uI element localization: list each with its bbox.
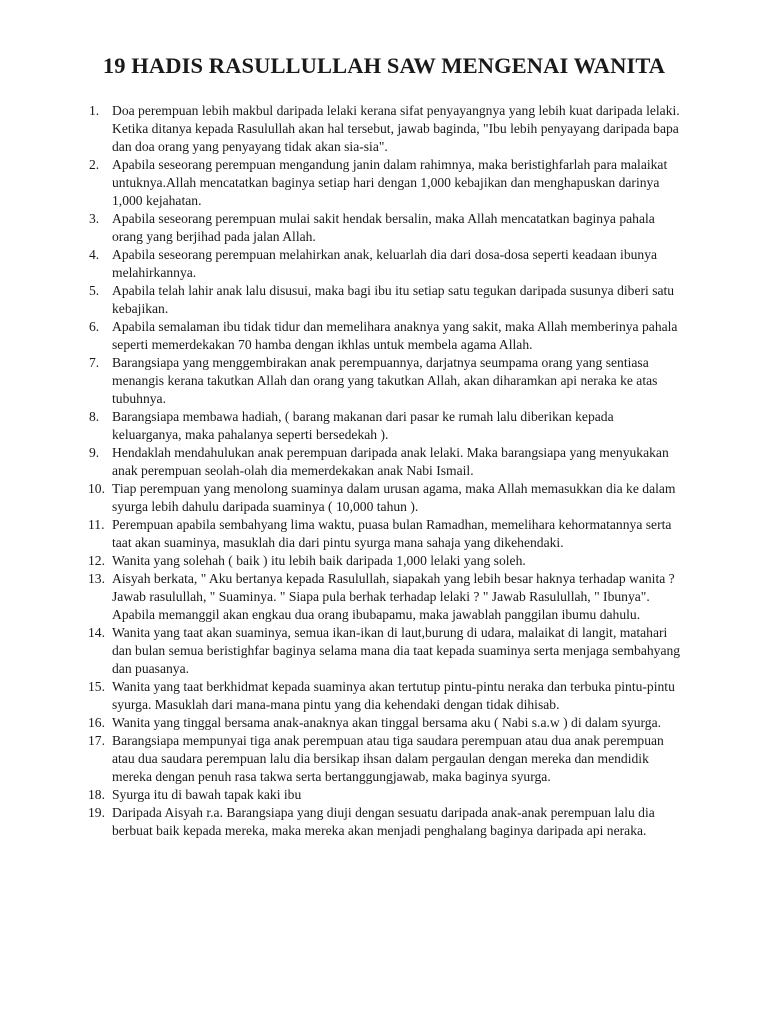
hadith-list xyxy=(0,102,768,840)
list-item xyxy=(0,516,768,552)
item-number: 15. xyxy=(88,679,105,694)
item-text: Wanita yang tinggal bersama anak-anaknya akan tinggal bersama aku ( Nabi s.a.w ) di dalam syurga. xyxy=(112,715,662,730)
list-item xyxy=(0,318,768,354)
list-item xyxy=(0,786,768,804)
item-number: 11. xyxy=(88,517,105,532)
item-text: Apabila seseorang perempuan melahirkan anak, keluarlah dia dari dosa-dosa seperti keadaan ibunya melahirkannya. xyxy=(112,247,658,280)
item-text: Barangsiapa yang menggembirakan anak perempuannya, darjatnya seumpama orang yang sentiasa menangis kerana takutkan Allah dan orang yang takutkan Allah, akan diharamkan api neraka ke atas tubuhnya. xyxy=(112,355,658,406)
list-item xyxy=(0,444,768,480)
item-number: 14. xyxy=(88,625,105,640)
item-number: 7. xyxy=(89,355,100,370)
list-item xyxy=(0,624,768,678)
list-item xyxy=(0,570,768,624)
list-item xyxy=(0,408,768,444)
item-text: Syurga itu di bawah tapak kaki ibu xyxy=(112,787,302,802)
item-number: 2. xyxy=(89,157,100,172)
item-text: Tiap perempuan yang menolong suaminya dalam urusan agama, maka Allah memasukkan dia ke dalam syurga lebih dahulu daripada suaminya ( 10,000 tahun ). xyxy=(112,481,676,514)
item-text: Hendaklah mendahulukan anak perempuan daripada anak lelaki. Maka barangsiapa yang menyukakan anak perempuan seolah-olah dia memerdekakan anak Nabi Ismail. xyxy=(112,445,669,478)
list-item xyxy=(0,156,768,210)
item-text: Barangsiapa membawa hadiah, ( barang makanan dari pasar ke rumah lalu diberikan kepada keluarganya, maka pahalanya seperti bersedekah ). xyxy=(112,409,614,442)
item-number: 10. xyxy=(88,481,105,496)
item-number: 1. xyxy=(89,103,100,118)
item-number: 19. xyxy=(88,805,105,820)
item-number: 13. xyxy=(88,571,105,586)
item-number: 8. xyxy=(89,409,100,424)
item-number: 4. xyxy=(89,247,100,262)
list-item xyxy=(0,102,768,156)
list-item xyxy=(0,552,768,570)
item-text: Wanita yang taat berkhidmat kepada suaminya akan tertutup pintu-pintu neraka dan terbuka pintu-pintu syurga. Masuklah dari mana-mana pintu yang dia kehendaki dengan tidak dihisab. xyxy=(112,679,675,712)
item-text: Apabila seseorang perempuan mengandung janin dalam rahimnya, maka beristighfarlah para malaikat untuknya.Allah mencatatkan baginya setiap hari dengan 1,000 kebajikan dan menghapuskan darinya 1,000 kejahatan. xyxy=(112,157,668,208)
list-item xyxy=(0,282,768,318)
item-number: 6. xyxy=(89,319,100,334)
item-text: Apabila seseorang perempuan mulai sakit hendak bersalin, maka Allah mencatatkan baginya pahala orang yang berjihad pada jalan Allah. xyxy=(112,211,655,244)
item-text: Barangsiapa mempunyai tiga anak perempuan atau tiga saudara perempuan atau dua anak perempuan atau dua saudara perempuan lalu dia bersikap ihsan dalam pergaulan dengan mereka dan mendidik mereka dengan penuh rasa takwa serta bertanggungjawab, maka baginya syurga. xyxy=(112,733,664,784)
item-number: 3. xyxy=(89,211,100,226)
item-number: 12. xyxy=(88,553,105,568)
item-number: 17. xyxy=(88,733,105,748)
list-item xyxy=(0,246,768,282)
list-item xyxy=(0,480,768,516)
item-number: 9. xyxy=(89,445,100,460)
item-text: Daripada Aisyah r.a. Barangsiapa yang diuji dengan sesuatu daripada anak-anak perempuan lalu dia berbuat baik kepada mereka, maka mereka akan menjadi penghalang baginya daripada api neraka. xyxy=(112,805,655,838)
item-text: Apabila semalaman ibu tidak tidur dan memelihara anaknya yang sakit, maka Allah memberinya pahala seperti memerdekakan 70 hamba dengan ikhlas untuk membela agama Allah. xyxy=(112,319,678,352)
list-item xyxy=(0,210,768,246)
document-title: 19 HADIS RASULLULLAH SAW MENGENAI WANITA xyxy=(102,53,666,78)
item-text: Wanita yang solehah ( baik ) itu lebih baik daripada 1,000 lelaki yang soleh. xyxy=(112,553,526,568)
list-item xyxy=(0,714,768,732)
item-text: Wanita yang taat akan suaminya, semua ikan-ikan di laut,burung di udara, malaikat di langit, matahari dan bulan semua beristighfar baginya selama mana dia taat kepada suaminya serta menjaga sembahyang dan puasanya. xyxy=(112,625,681,676)
list-item xyxy=(0,354,768,408)
item-text: Perempuan apabila sembahyang lima waktu, puasa bulan Ramadhan, memelihara kehormatannya serta taat akan suaminya, masuklah dia dari pintu syurga mana sahaja yang dikehendaki. xyxy=(112,517,672,550)
item-text: Doa perempuan lebih makbul daripada lelaki kerana sifat penyayangnya yang lebih kuat daripada lelaki. Ketika ditanya kepada Rasulullah akan hal tersebut, jawab baginda, "Ibu lebih penyayang daripada bapa dan doa orang yang penyayang tidak akan sia-sia". xyxy=(112,103,680,154)
list-item xyxy=(0,678,768,714)
item-text: Apabila telah lahir anak lalu disusui, maka bagi ibu itu setiap satu tegukan daripada susunya diberi satu kebajikan. xyxy=(112,283,675,316)
item-number: 5. xyxy=(89,283,100,298)
item-text: Aisyah berkata, " Aku bertanya kepada Rasulullah, siapakah yang lebih besar haknya terhadap wanita ? Jawab rasulullah, " Suaminya. " Siapa pula berhak terhadap lelaki ? " Jawab Rasulullah, " Ibunya". Apabila memanggil akan engkau dua orang ibubapamu, maka jawablah panggilan ibumu dahulu. xyxy=(112,571,675,622)
item-number: 16. xyxy=(88,715,105,730)
list-item xyxy=(0,804,768,840)
item-number: 18. xyxy=(88,787,105,802)
list-item xyxy=(0,732,768,786)
